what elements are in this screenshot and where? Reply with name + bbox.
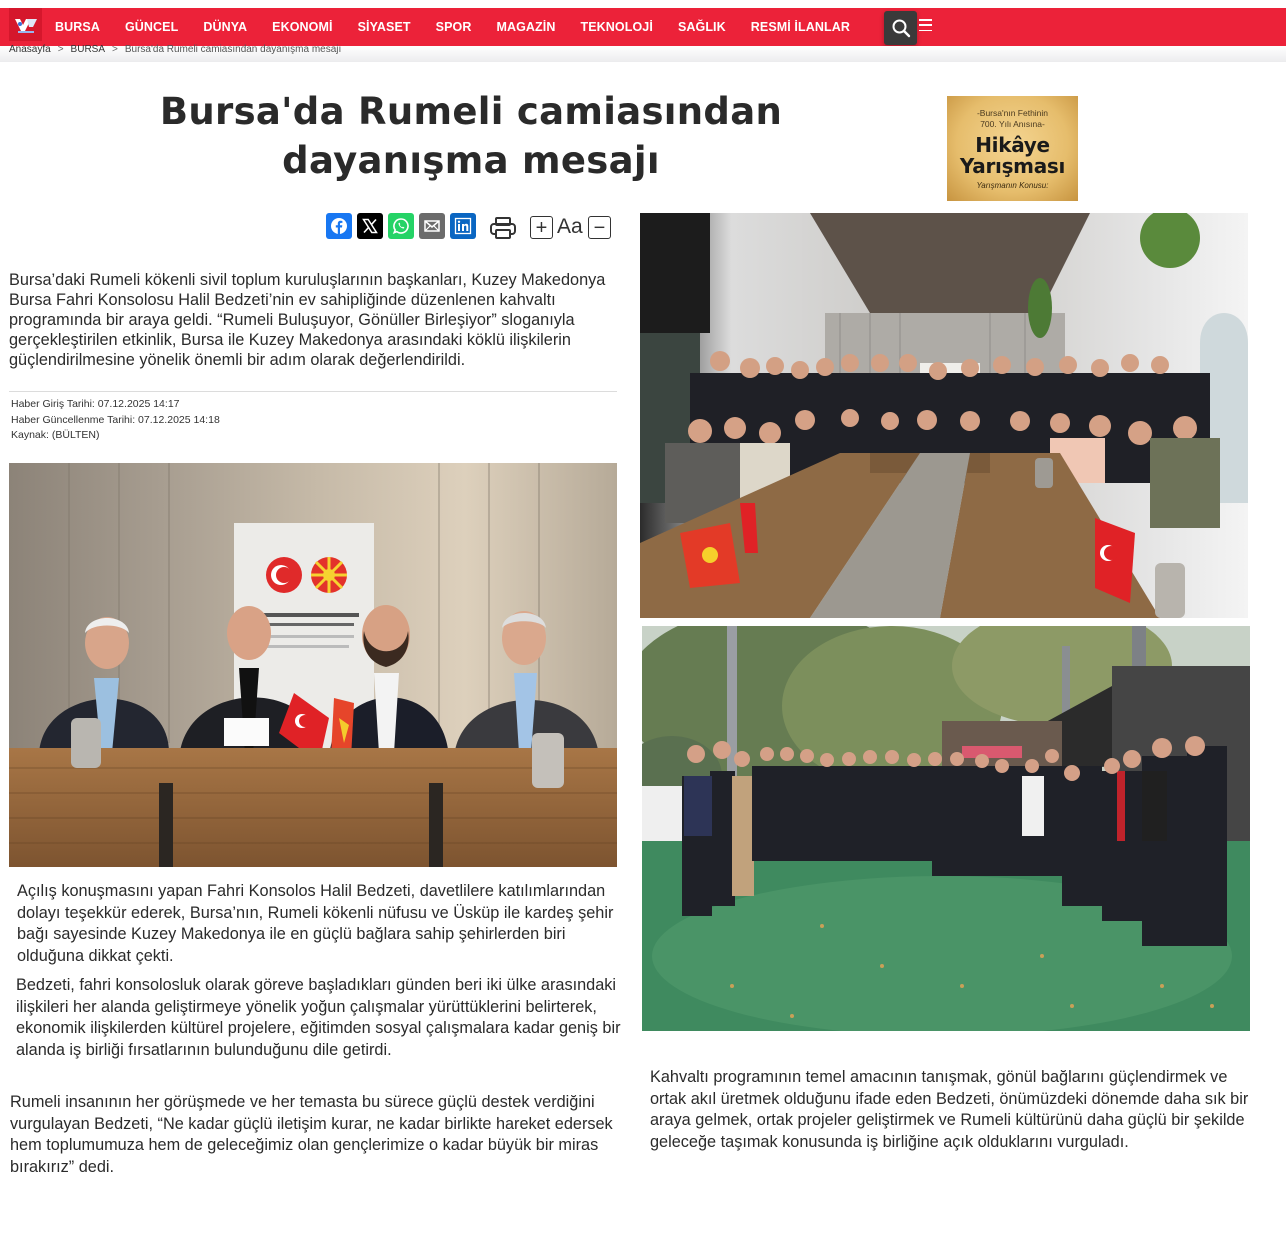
article-photo-2[interactable] xyxy=(640,213,1248,618)
facebook-icon xyxy=(330,217,348,235)
ad-subtitle-line1: -Bursa'nın Fethinin xyxy=(976,108,1049,118)
share-linkedin-button[interactable] xyxy=(450,213,476,239)
article-title: Bursa'da Rumeli camiasından dayanışma mesajı xyxy=(159,90,783,182)
article-photo-1[interactable] xyxy=(9,463,617,867)
share-facebook-button[interactable] xyxy=(326,213,352,239)
article-paragraph: Kahvaltı programının temel amacının tanışmak, gönül bağlarını güçlendirmek ve ortak akıl üretmek olduğunu ifade eden Bedzeti, önümüzdeki dönemde daha sık bir araya gelmek, ortak projeler geliştirmek ve Rumeli kültürünü daha güçlü bir şekilde geleceğe taşımak konusunda iş birliğine açık olduklarını vurguladı. xyxy=(650,1068,1249,1151)
top-navigation-bar xyxy=(0,8,1286,46)
updated-date: Haber Güncellenme Tarihi: 07.12.2025 14:18 xyxy=(11,413,220,426)
breadcrumb-current: Bursa'da Rumeli camiasından dayanışma mesajı xyxy=(124,44,342,55)
article-lead: Bursa’daki Rumeli kökenli sivil toplum kuruluşlarının başkanları, Kuzey Makedonya Bursa Fahri Konsolosu Halil Bedzeti’nin ev sahipliğinde düzenlenen kahvaltı programında bir araya geldi. “Rumeli Buluşuyor, Gönüller Birleşiyor” sloganıyla gerçekleştirilen etkinlik, Bursa ile Kuzey Makedonya arasındaki köklü ilişkilerin güçlendirilmesine yönelik önemli bir adım olarak değerlendirildi. xyxy=(9,271,606,369)
font-size-label: Aa xyxy=(557,215,583,238)
article-meta xyxy=(11,397,220,444)
search-button[interactable] xyxy=(884,11,917,45)
nav-item-magazin[interactable]: MAGAZİN xyxy=(496,20,556,34)
font-increase-button[interactable]: + xyxy=(530,216,553,239)
nav-item-guncel[interactable]: GÜNCEL xyxy=(124,20,179,34)
breadcrumb xyxy=(9,44,341,55)
main-menu xyxy=(55,8,875,46)
ad-footer: Yarışmanın Konusu: xyxy=(976,181,1049,190)
ad-heading xyxy=(947,135,1078,177)
ad-subtitle-line2: 700. Yılı Anısına- xyxy=(980,119,1045,129)
share-bar xyxy=(326,213,481,239)
ad-heading-line1: Hikâye xyxy=(975,133,1050,157)
search-icon xyxy=(891,18,911,38)
linkedin-icon xyxy=(454,217,472,235)
chevron-right-icon: > xyxy=(112,44,118,55)
nav-item-bursa[interactable]: BURSA xyxy=(55,20,100,34)
share-email-button[interactable] xyxy=(419,213,445,239)
font-decrease-button[interactable]: − xyxy=(588,216,611,239)
nav-item-spor[interactable]: SPOR xyxy=(435,20,472,34)
nav-item-dunya[interactable]: DÜNYA xyxy=(203,20,248,34)
chevron-right-icon: > xyxy=(57,44,64,55)
x-twitter-icon xyxy=(361,217,379,235)
photo-indoor-group-image xyxy=(640,213,1248,618)
published-date: Haber Giriş Tarihi: 07.12.2025 14:17 xyxy=(11,398,180,410)
photo-outdoor-group-image xyxy=(642,626,1250,1031)
breadcrumb-home[interactable]: Anasayfa xyxy=(9,44,51,55)
source: Kaynak: (BÜLTEN) xyxy=(11,429,100,441)
nav-item-siyaset[interactable]: SİYASET xyxy=(357,20,411,34)
article-paragraph: Bedzeti, fahri konsolosluk olarak göreve başladıkları günden beri iki ülke arasındaki ilişkileri her alanda geliştirmeye yönelik yoğun çalışmalar yürüttüklerini belirterek, ekonomik ilişkilerden kültürel projelere, eğitimden sosyal çalışmalara kadar geniş bir alanda iş birliği fırsatlarının bulunduğunu dile getirdi. xyxy=(16,976,621,1059)
hamburger-menu-icon[interactable] xyxy=(919,19,932,31)
ad-heading-line2: Yarışması xyxy=(959,154,1066,178)
breadcrumb-category[interactable]: BURSA xyxy=(70,44,105,55)
logo-icon xyxy=(13,16,39,34)
nav-item-teknoloji[interactable]: TEKNOLOJİ xyxy=(580,20,653,34)
whatsapp-icon xyxy=(392,217,410,235)
nav-item-resmi-ilanlar[interactable]: RESMİ İLANLAR xyxy=(750,20,850,34)
nav-item-saglik[interactable]: SAĞLIK xyxy=(677,20,726,34)
nav-item-ekonomi[interactable]: EKONOMİ xyxy=(272,20,333,34)
print-icon[interactable] xyxy=(489,215,517,241)
divider xyxy=(9,391,617,392)
advertisement-banner[interactable] xyxy=(947,96,1078,201)
site-logo[interactable] xyxy=(9,8,42,41)
photo-panel-image xyxy=(9,463,617,867)
email-icon xyxy=(423,217,441,235)
ad-subtitle xyxy=(947,108,1078,130)
article-photo-3[interactable] xyxy=(642,626,1250,1031)
share-whatsapp-button[interactable] xyxy=(388,213,414,239)
share-x-button[interactable] xyxy=(357,213,383,239)
article-paragraph: Rumeli insanının her görüşmede ve her temasta bu sürece güçlü destek verdiğini vurgulayan Bedzeti, “Ne kadar güçlü iletişim kurar, ne kadar birlikte hareket edersek hem toplumumuza hem de geleceğimiz olan gençlerimize o kadar büyük bir miras bırakırız” dedi. xyxy=(10,1093,613,1176)
article-paragraph: Açılış konuşmasını yapan Fahri Konsolos Halil Bedzeti, davetlilere katılımlarından dolayı teşekkür ederek, Bursa’nın, Rumeli kökenli nüfusu ve Üsküp ile kardeş şehir bağı sayesinde Kuzey Makedonya ile en güçlü bağlara sahip şehirlerden biri olduğuna dikkat çekti. xyxy=(17,882,614,965)
